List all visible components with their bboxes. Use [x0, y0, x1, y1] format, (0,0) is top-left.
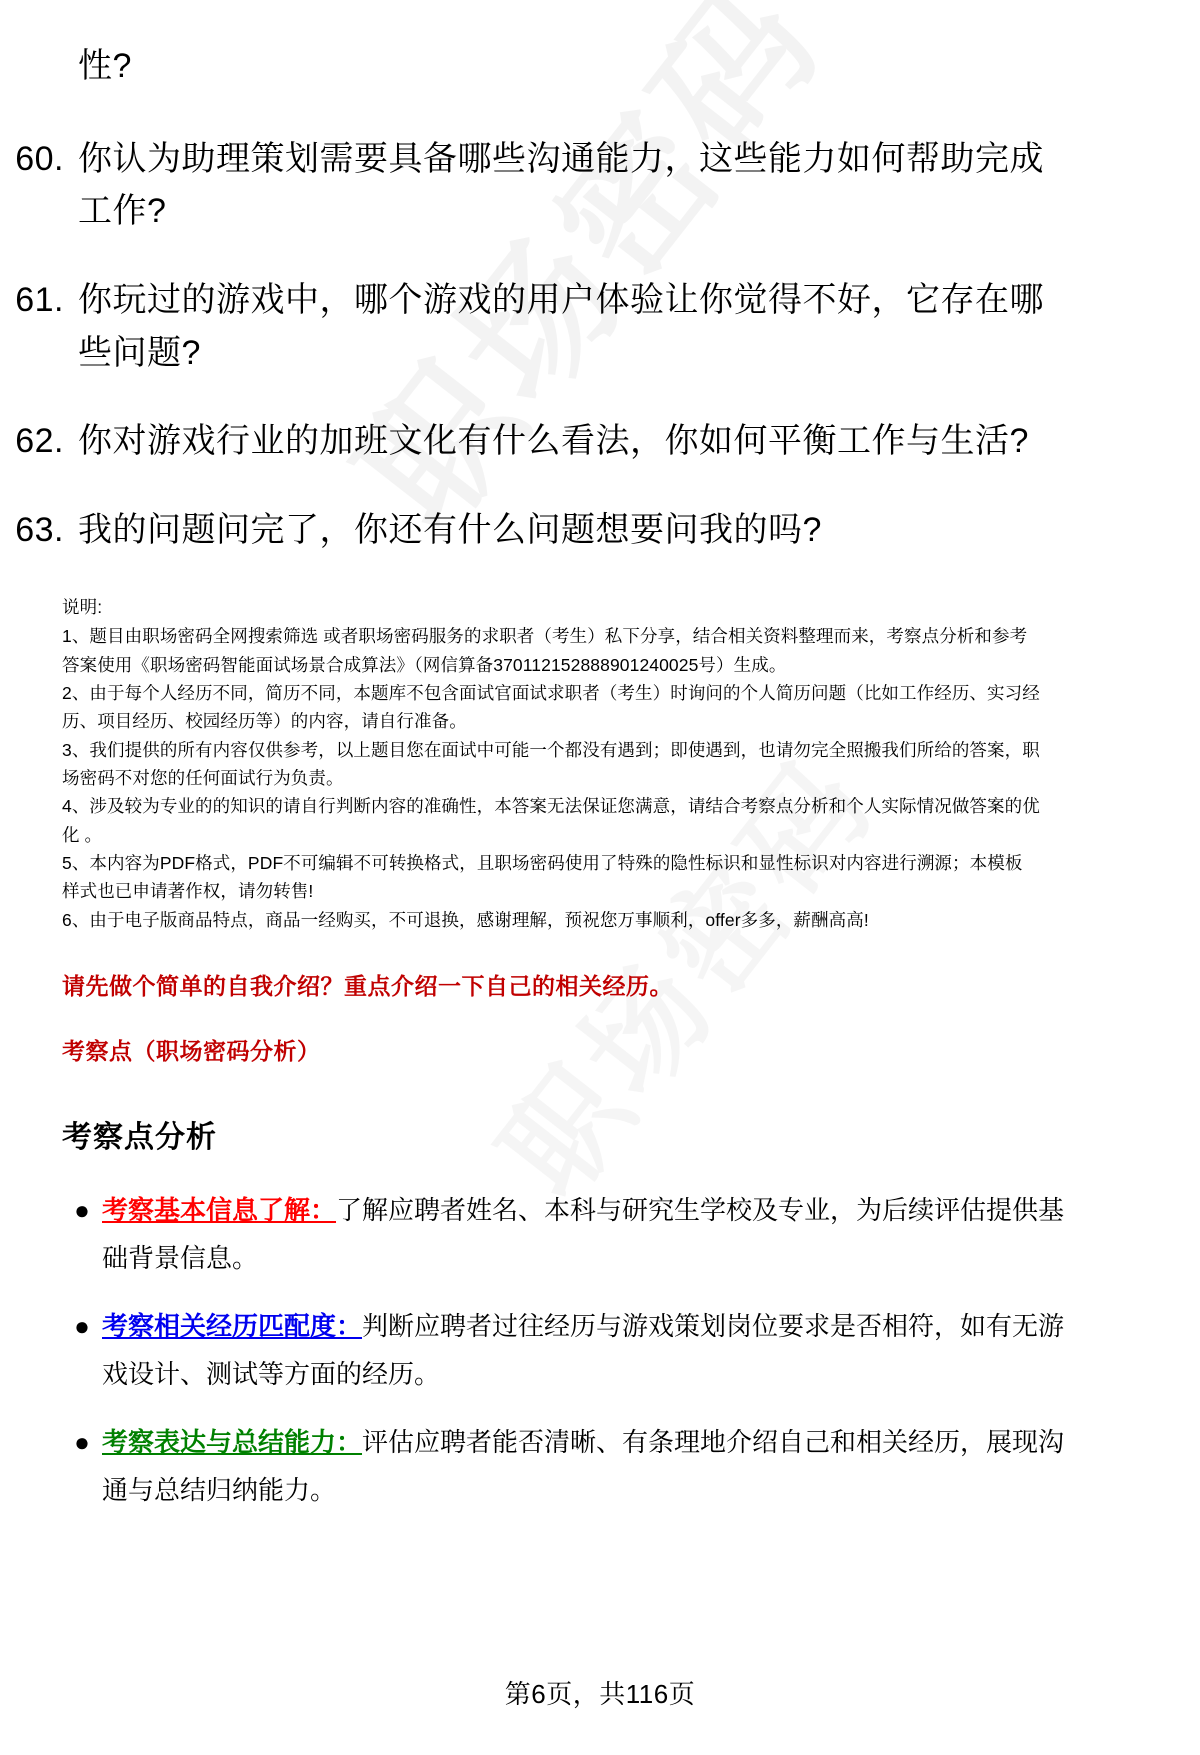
question-number: 61. [15, 281, 64, 320]
list-item [62, 1302, 1200, 1398]
question-text: 我的问题问完了，你还有什么问题想要问我的吗? [78, 511, 822, 550]
question-text: 你对游戏行业的加班文化有什么看法，你如何平衡工作与生活? [78, 422, 1029, 461]
bullet-label: 考察表达与总结能力： [102, 1427, 363, 1458]
note-item-2: 2、由于每个人经历不同，简历不同，本题库不包含面试官面试求职者（考生）时询问的个人简历问题（比如工作经历、实习经历、项目经历、校园经历等）的内容，请自行准备。 [62, 682, 1040, 732]
analysis-heading: 考察点分析 [62, 1120, 217, 1154]
note-item-5: 5、本内容为PDF格式，PDF不可编辑不可转换格式，且职场密码使用了特殊的隐性标识和显性标识对内容进行溯源；本模板样式也已申请著作权，请勿转售! [62, 852, 1023, 902]
bullet-label: 考察基本信息了解： [102, 1194, 337, 1225]
question-item-60 [0, 133, 1200, 238]
question-text-line2: 些问题? [78, 333, 201, 372]
page-footer [0, 1674, 1200, 1711]
analysis-bullet-list [0, 1186, 1200, 1515]
bullet-text: 判断应聘者过往经历与游戏策划岗位要求是否相符，如有无游戏设计、测试等方面的经历。 [102, 1311, 1065, 1390]
question-text-line2: 工作? [78, 192, 167, 231]
question-text-line1: 你认为助理策划需要具备哪些沟通能力，这些能力如何帮助完成 [78, 139, 1044, 178]
bullet-label: 考察相关经历匹配度： [102, 1311, 363, 1342]
bullet-text: 了解应聘者姓名、本科与研究生学校及专业，为后续评估提供基础背景信息。 [102, 1194, 1065, 1274]
question-number: 60. [15, 139, 64, 178]
bullet-dot-icon: ● [74, 1427, 90, 1458]
note-item-6: 6、由于电子版商品特点，商品一经购买，不可退换，感谢理解，预祝您万事顺利，offer多多，薪酬高高! [62, 909, 869, 930]
note-item-1: 1、题目由职场密码全网搜索筛选 或者职场密码服务的求职者（考生）私下分享，结合相关资料整理而来，考察点分析和参考答案使用《职场密码智能面试场景合成算法》（网信算备370112152888901240025号）生成。 [62, 626, 1028, 675]
notes-title: 说明: [62, 596, 103, 617]
examine-point-label: 考察点（职场密码分析） [62, 1037, 321, 1064]
list-item [62, 1418, 1200, 1514]
question-item-63 [0, 504, 1200, 557]
question-item-62 [0, 415, 1200, 468]
question-number: 62. [15, 422, 64, 461]
bullet-dot-icon: ● [74, 1311, 90, 1342]
self-introduction-prompt: 请先做个简单的自我介绍？重点介绍一下自己的相关经历。 [62, 972, 673, 999]
question-text: 性? [78, 47, 132, 85]
note-item-3: 3、我们提供的所有内容仅供参考，以上题目您在面试中可能一个都没有遇到；即使遇到，也请勿完全照搬我们所给的答案，职场密码不对您的任何面试行为负责。 [62, 739, 1040, 788]
notes-section [0, 593, 1200, 934]
bullet-text: 评估应聘者能否清晰、有条理地介绍自己和相关经历，展现沟通与总结归纳能力。 [102, 1427, 1065, 1506]
bullet-dot-icon: ● [74, 1194, 90, 1225]
question-number: 63. [15, 511, 64, 550]
note-item-4: 4、涉及较为专业的的知识的请自行判断内容的准确性，本答案无法保证您满意，请结合考察点分析和个人实际情况做答案的优化 。 [62, 796, 1040, 845]
question-list [0, 0, 1200, 557]
question-text-line1: 你玩过的游戏中，哪个游戏的用户体验让你觉得不好，它存在哪 [78, 281, 1044, 320]
list-item [62, 1186, 1200, 1282]
page-indicator: 第6页，共116页 [504, 1679, 696, 1709]
question-item-continuation [0, 40, 1200, 93]
question-item-61 [0, 274, 1200, 379]
